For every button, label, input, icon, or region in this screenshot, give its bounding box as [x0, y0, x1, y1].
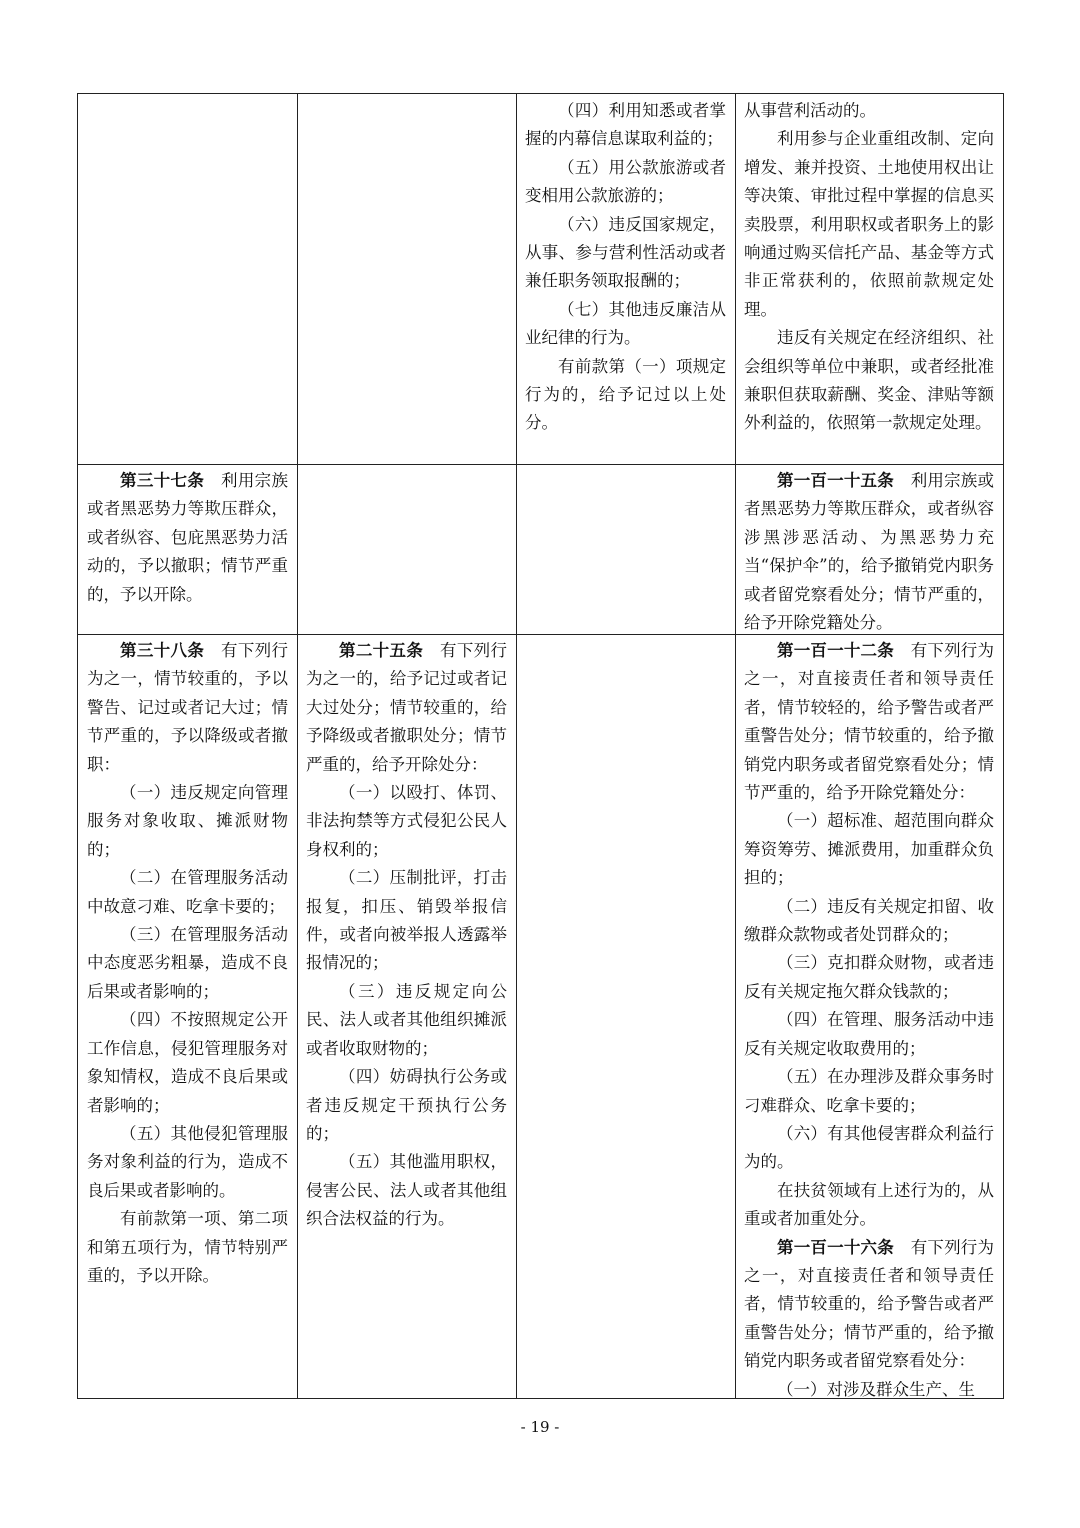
clause-item: （五）在办理涉及群众事务时刁难群众、吃拿卡要的； — [744, 1067, 994, 1115]
article-116 — [744, 1234, 994, 1376]
article-38 — [87, 637, 288, 779]
row1-col2-cell — [297, 94, 516, 464]
clause-item: （五）用公款旅游或者变相用公款旅游的； — [525, 157, 726, 206]
article-title: 第一百一十五条 — [777, 471, 894, 490]
clause-item: （四）不按照规定公开工作信息，侵犯管理服务对象知情权，造成不良后果或者影响的； — [87, 1010, 288, 1115]
clause-paragraph: 违反有关规定在经济组织、社会组织等单位中兼职，或者经批准兼职但获取薪酬、奖金、津贴等额外利益的，依照第一款规定处理。 — [744, 328, 994, 433]
article-25 — [306, 637, 507, 779]
clause-item: 有前款第（一）项规定行为的，给予记过以上处分。 — [525, 356, 726, 433]
row3-col1-cell — [78, 634, 297, 1398]
row2-col2-cell — [297, 464, 516, 634]
article-text: 利用宗族或者黑恶势力等欺压群众，或者纵容涉黑涉恶活动、为黑恶势力充当“保护伞”的，给予撤销党内职务或者留党察看处分；情节严重的，给予开除党籍处分。 — [744, 471, 995, 633]
comparison-table — [77, 93, 1004, 1399]
clause-item: （三）违反规定向公民、法人或者其他组织摊派或者收取财物的； — [306, 981, 507, 1058]
clause-paragraph: 利用参与企业重组改制、定向增发、兼并投资、土地使用权出让等决策、审批过程中掌握的信息买卖股票，利用职权或者职务上的影响通过购买信托产品、基金等方式非正常获利的，依照前款规定处理。 — [744, 129, 994, 319]
article-title: 第一百一十六条 — [777, 1237, 894, 1257]
page-number: - 19 - — [520, 1418, 560, 1436]
article-text: 有下列行为之一，对直接责任者和领导责任者，情节较轻的，给予警告或者严重警告处分；情节较重的，给予撤销党内职务或者留党察看处分；情节严重的，给予开除党籍处分： — [744, 641, 995, 803]
clause-item: （一）超标准、超范围向群众筹资筹劳、摊派费用，加重群众负担的； — [744, 811, 994, 888]
article-title: 第三十八条 — [120, 641, 205, 660]
row3-col4-cell — [735, 634, 1003, 1398]
clause-item: （一）对涉及群众生产、生 — [777, 1379, 975, 1398]
clause-item: （七）其他违反廉洁从业纪律的行为。 — [525, 299, 726, 348]
clause-item: （二）在管理服务活动中故意刁难、吃拿卡要的； — [87, 868, 288, 916]
article-text: 利用宗族或者黑恶势力等欺压群众，或者纵容、包庇黑恶势力活动的，予以撤职；情节严重的，予以开除。 — [87, 471, 289, 604]
article-title: 第一百一十二条 — [777, 641, 894, 660]
article-text: 有下列行为之一，情节较重的，予以警告、记过或者记大过；情节严重的，予以降级或者撤职： — [87, 641, 289, 774]
article-text: 有下列行为之一，对直接责任者和领导责任者，情节较重的，给予警告或者严重警告处分；情节严重的，给予撤销党内职务或者留党察看处分： — [744, 1237, 995, 1371]
clause-item: 在扶贫领域有上述行为的，从重或者加重处分。 — [744, 1180, 994, 1229]
clause-item: 有前款第一项、第二项和第五项行为，情节特别严重的，予以开除。 — [87, 1209, 288, 1285]
row3-col3-cell — [516, 634, 735, 1398]
clause-item: （二）违反有关规定扣留、收缴群众款物或者处罚群众的； — [744, 896, 994, 945]
clause-item: （四）在管理、服务活动中违反有关规定收取费用的； — [744, 1010, 994, 1058]
article-112 — [744, 637, 994, 807]
row2-col1-cell — [78, 464, 297, 634]
article-37 — [87, 467, 288, 609]
clause-item: （二）压制批评，打击报复，扣压、销毁举报信件，或者向被举报人透露举报情况的； — [306, 868, 507, 973]
clause-item: （一）违反规定向管理服务对象收取、摊派财物的； — [87, 783, 288, 859]
row1-col3-cell — [516, 94, 735, 464]
clause-item: （一）以殴打、体罚、非法拘禁等方式侵犯公民人身权利的； — [306, 783, 507, 859]
clause-item: （五）其他滥用职权，侵害公民、法人或者其他组织合法权益的行为。 — [306, 1152, 507, 1229]
clause-item: （五）其他侵犯管理服务对象利益的行为，造成不良后果或者影响的。 — [87, 1123, 288, 1200]
article-title: 第二十五条 — [339, 641, 424, 660]
article-115 — [744, 467, 994, 634]
clause-item: （四）妨碍执行公务或者违反规定干预执行公务的； — [306, 1067, 507, 1143]
clause-item: （六）违反国家规定，从事、参与营利性活动或者兼任职务领取报酬的； — [525, 214, 726, 291]
clause-item: （三）在管理服务活动中态度恶劣粗暴，造成不良后果或者影响的； — [87, 925, 288, 1001]
clause-continuation: 从事营利活动的。 — [744, 101, 876, 120]
row2-col3-cell — [516, 464, 735, 634]
row2-col4-cell — [735, 464, 1003, 634]
row1-col4-cell — [735, 94, 1003, 464]
article-title: 第三十七条 — [120, 471, 205, 490]
clause-item: （六）有其他侵害群众利益行为的。 — [744, 1123, 994, 1172]
row1-col1-cell — [78, 94, 297, 464]
article-text: 有下列行为之一的，给予记过或者记大过处分；情节较重的，给予降级或者撤职处分；情节严重的，给予开除处分： — [306, 641, 508, 774]
clause-item: （四）利用知悉或者掌握的内幕信息谋取利益的； — [525, 101, 726, 149]
row3-col2-cell — [297, 634, 516, 1398]
clause-item: （三）克扣群众财物，或者违反有关规定拖欠群众钱款的； — [744, 953, 994, 1001]
